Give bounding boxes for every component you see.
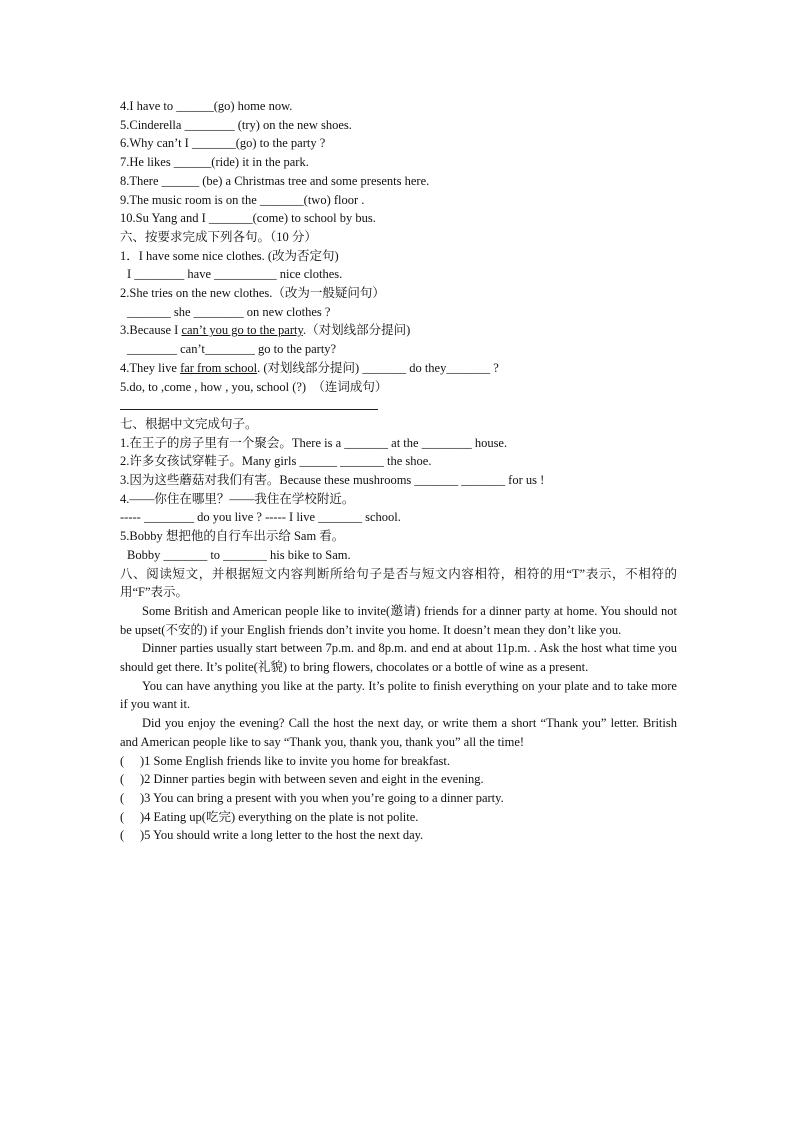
section-7-q3: 3.因为这些蘑菇对我们有害。Because these mushrooms _______ _______ for us ! [120,473,545,488]
fill-in-item-6: 6.Why can’t I _______(go) to the party ? [120,136,326,151]
fill-in-item-10: 10.Su Yang and I _______(come) to school by bus. [120,211,376,226]
fill-in-item-8: 8.There ______ (be) a Christmas tree and some presents here. [120,173,430,188]
true-false-item-3 [120,789,677,808]
q3-suffix: .（对划线部分提问) [302,323,411,338]
section-6-q5: 5.do, to ,come , how , you, school (?) （连词成句） [120,379,388,394]
statement-text: )3 You can bring a present with you when you’re going to a dinner party. [140,791,504,805]
section-6-heading: 六、按要求完成下列各句。（10 分） [120,229,317,244]
answer-paren: ( [120,753,125,768]
true-false-item-5 [120,826,677,845]
statement-text: )1 Some English friends like to invite you home for breakfast. [140,753,451,768]
answer-blank-line [120,396,677,415]
section-6-q3 [120,321,677,340]
worksheet-page [120,97,677,845]
section-6-q1: 1．I have some nice clothes. (改为否定句) [120,248,339,263]
fill-in-item-5: 5.Cinderella ________ (try) on the new shoes. [120,117,352,132]
section-6-q2: 2.She tries on the new clothes.（改为一般疑问句） [120,286,385,301]
reading-paragraph-2: Dinner parties usually start between 7p.m. and 8p.m. and end at about 11p.m. . Ask the host what time you should get there. It’s polite(礼貌) to bring flowers, chocolates or a bottle of wine as a present. [120,641,677,675]
true-false-item-4 [120,808,677,827]
reading-paragraph-1: Some British and American people like to invite(邀请) friends for a dinner party at home. You should not be upset(不安的) if your English friends don’t invite you home. It doesn’t mean they don’t like you. [120,603,677,637]
q4-underlined-phrase: far from school [180,360,258,375]
q4-prefix: 4.They live [120,360,181,375]
section-6-q4 [120,359,677,378]
section-7-q5: 5.Bobby 想把他的自行车出示给 Sam 看。 [120,529,345,544]
section-8-heading: 八、阅读短文，并根据短文内容判断所给句子是否与短文内容相符，相符的用“T”表示，不相符的用“F”表示。 [120,566,677,600]
section-7-q1: 1.在王子的房子里有一个聚会。There is a _______ at the ________ house. [120,435,508,450]
statement-text: )2 Dinner parties begin with between seven and eight in the evening. [140,772,484,787]
answer-paren: ( [120,828,125,843]
section-7-q2: 2.许多女孩试穿鞋子。Many girls ______ _______ the shoe. [120,454,432,469]
true-false-item-1 [120,752,677,771]
true-false-item-2 [120,770,677,789]
fill-in-item-7: 7.He likes ______(ride) it in the park. [120,155,309,170]
section-6-q2-answer: _______ she ________ on new clothes ? [127,304,331,319]
reading-paragraph-4: Did you enjoy the evening? Call the host the next day, or write them a short “Thank you” letter. British and American people like to say “Thank you, thank you, thank you” all the time! [120,716,677,749]
section-6-q3-answer: ________ can’t________ go to the party? [127,342,337,357]
statement-text: )4 Eating up(吃完) everything on the plate is not polite. [140,809,419,824]
q3-prefix: 3.Because I [120,323,182,338]
q4-suffix: . (对划线部分提问) _______ do they_______ ? [257,360,499,375]
section-7-q4: 4.——你住在哪里？——我住在学校附近。 [120,491,355,506]
section-7-q5-answer: Bobby _______ to _______ his bike to Sam. [127,547,351,562]
section-7-heading: 七、根据中文完成句子。 [120,416,258,431]
reading-paragraph-3: You can have anything you like at the party. It’s polite to finish everything on your plate and to take more if you want it. [120,678,677,712]
fill-in-item-4: 4.I have to ______(go) home now. [120,99,293,113]
answer-paren: ( [120,772,125,787]
statement-text: )5 You should write a long letter to the host the next day. [140,828,424,843]
section-7-q4-answer: ----- ________ do you live ? ----- I live _______ school. [120,510,401,525]
answer-paren: ( [120,791,125,805]
answer-paren: ( [120,809,125,824]
fill-in-item-9: 9.The music room is on the _______(two) floor . [120,192,365,207]
section-6-q1-answer: I ________ have __________ nice clothes. [127,267,343,282]
q3-underlined-phrase: can’t you go to the party [181,323,303,338]
